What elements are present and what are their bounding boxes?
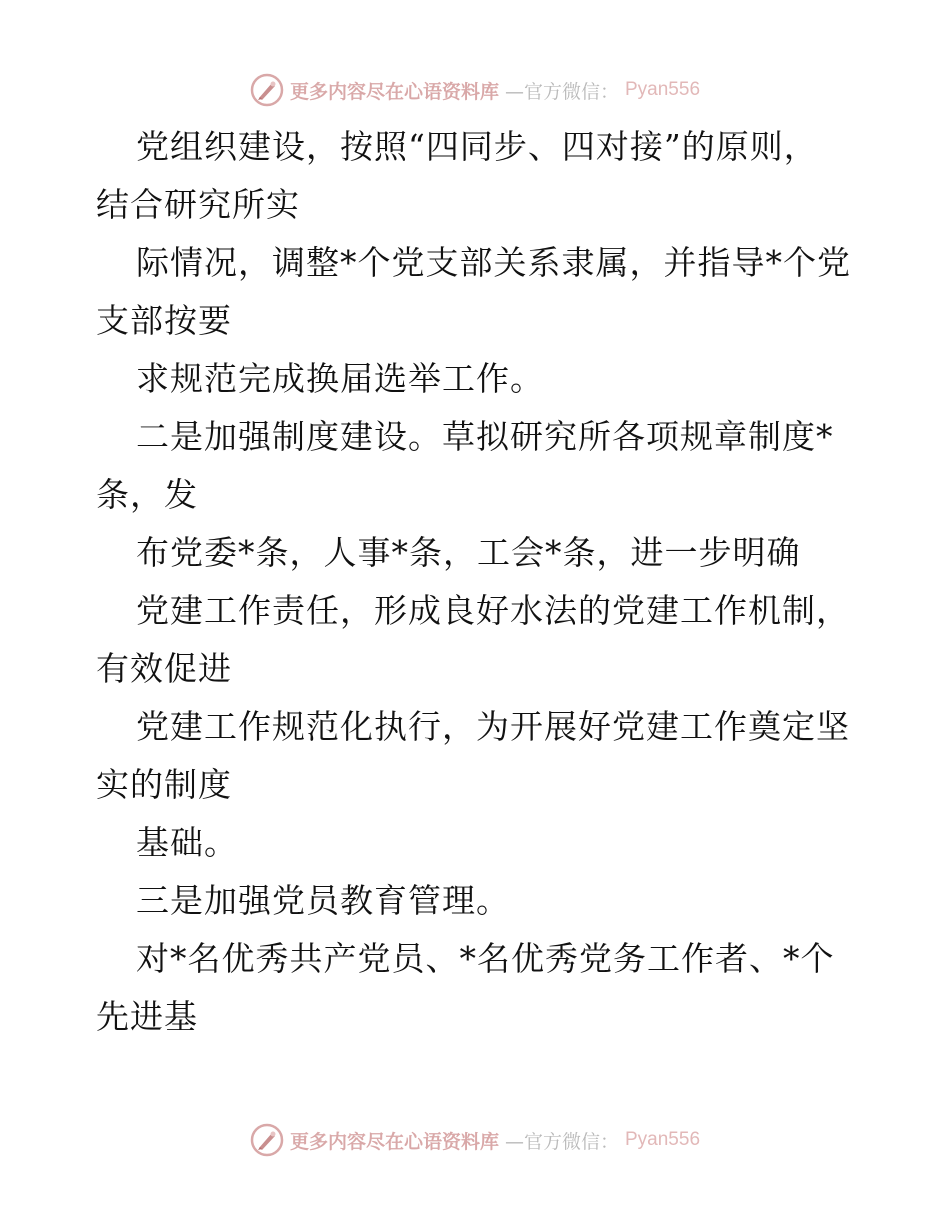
watermark-id-text: Pyan556 [625, 79, 701, 100]
text-line: 党建工作责任，形成良好水法的党建工作机制， [136, 591, 850, 630]
text-line: 支部按要 [96, 301, 232, 340]
text-line: 党建工作规范化执行，为开展好党建工作奠定坚 [136, 707, 850, 746]
text-line: 有效促进 [96, 649, 232, 688]
text-line: 际情况，调整*个党支部关系隶属，并指导*个党 [136, 243, 851, 282]
text-line: 先进基 [96, 997, 198, 1036]
text-line: 布党委*条，人事*条，工会*条，进一步明确 [136, 533, 801, 572]
text-line: 结合研究所实 [96, 185, 300, 224]
text-line: 二是加强制度建设。草拟研究所各项规章制度* [136, 417, 834, 456]
text-line: 三是加强党员教育管理。 [136, 881, 510, 920]
quill-logo-icon [250, 1123, 284, 1157]
watermark-sub-text: —官方微信： [504, 80, 619, 103]
text-line: 党组织建设，按照“四同步、四对接”的原则， [136, 127, 818, 166]
watermark-sub-text: —官方微信： [504, 1130, 619, 1153]
document-body [96, 118, 896, 1046]
text-line: 条，发 [96, 475, 198, 514]
text-line: 基础。 [136, 823, 238, 862]
text-line: 求规范完成换届选举工作。 [136, 359, 544, 398]
text-line: 对*名优秀共产党员、*名优秀党务工作者、*个 [136, 939, 835, 978]
text-line: 实的制度 [96, 765, 232, 804]
watermark-main-text: 更多内容尽在心语资料库 [289, 80, 499, 103]
quill-logo-icon [250, 73, 284, 107]
watermark-id-text: Pyan556 [625, 1129, 701, 1150]
watermark-main-text: 更多内容尽在心语资料库 [289, 1130, 499, 1153]
header-watermark [0, 70, 950, 110]
footer-watermark [0, 1120, 950, 1160]
